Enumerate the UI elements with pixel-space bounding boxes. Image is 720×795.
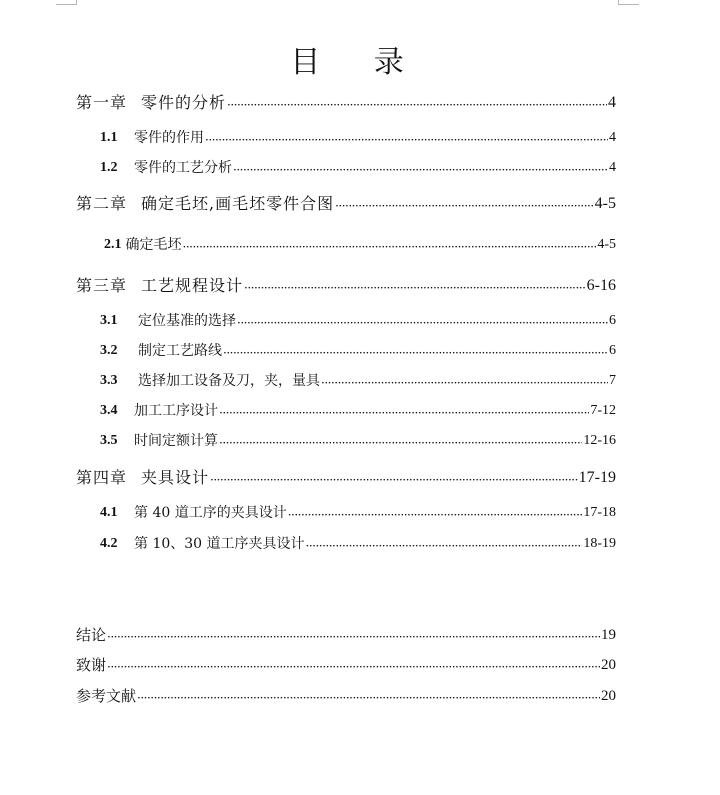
dot-leader (205, 131, 608, 149)
page-corner-mark-right (618, 0, 639, 5)
page-number: 4 (609, 130, 616, 145)
page-number: 7-12 (590, 403, 616, 418)
page-number: 6 (609, 313, 616, 328)
chapter-label: 第一章 (76, 93, 128, 112)
toc-section-3-3[interactable] (100, 370, 616, 392)
page-number: 6 (609, 343, 616, 358)
section-title: 制定工艺路线 (138, 343, 222, 359)
toc-chapter-4[interactable] (76, 467, 616, 489)
toc-section-1-1[interactable] (100, 127, 616, 149)
dot-leader (107, 658, 600, 676)
dot-leader (288, 506, 583, 524)
toc-chapter-1[interactable] (76, 92, 616, 114)
dot-leader (183, 238, 597, 256)
chapter-label: 第二章 (76, 194, 128, 213)
page-number: 7 (609, 373, 616, 388)
section-title: 选择加工设备及刀，夹，量具 (138, 373, 320, 389)
chapter-label: 第三章 (76, 276, 128, 295)
chapter-title: 夹具设计 (141, 468, 210, 487)
dot-leader (237, 314, 608, 332)
toc-section-3-4[interactable] (100, 400, 616, 422)
page-number: 19 (601, 627, 616, 643)
section-title: 零件的工艺分析 (134, 160, 232, 176)
page-number: 4-5 (594, 195, 616, 212)
dot-leader (306, 537, 583, 555)
section-title: 第 40 道工序的夹具设计 (134, 505, 287, 521)
toc-section-4-2[interactable] (100, 533, 616, 555)
chapter-title: 零件的分析 (141, 93, 227, 112)
back-matter-title: 参考文献 (76, 687, 137, 705)
dot-leader (227, 96, 607, 114)
section-number: 4.1 (100, 505, 118, 520)
back-matter-title: 结论 (76, 626, 107, 644)
section-number: 2.1 (104, 237, 122, 252)
dot-leader (335, 197, 594, 215)
toc-section-3-5[interactable] (100, 430, 616, 452)
page-number: 12-16 (583, 433, 616, 448)
section-number: 4.2 (100, 536, 118, 551)
page-number: 4 (608, 94, 616, 111)
section-title: 时间定额计算 (134, 433, 218, 449)
section-title: 定位基准的选择 (138, 313, 236, 329)
toc-section-4-1[interactable] (100, 502, 616, 524)
toc-section-3-2[interactable] (100, 340, 616, 362)
dot-leader (244, 279, 586, 297)
section-title: 第 10、30 道工序夹具设计 (134, 536, 305, 552)
section-title: 加工工序设计 (134, 403, 218, 419)
toc-chapter-2[interactable] (76, 193, 616, 215)
page-corner-mark-left (56, 0, 77, 5)
toc-section-1-2[interactable] (100, 157, 616, 179)
dot-leader (219, 434, 582, 452)
section-number: 3.2 (100, 343, 118, 358)
dot-leader (137, 689, 600, 707)
page-number: 18-19 (583, 536, 616, 551)
page-number: 20 (601, 657, 616, 673)
section-number: 3.1 (100, 313, 118, 328)
toc-back-conclusion[interactable] (76, 624, 616, 646)
toc-chapter-3[interactable] (76, 275, 616, 297)
chapter-title: 确定毛坯,画毛坯零件合图 (141, 194, 335, 213)
dot-leader (219, 404, 589, 422)
page-number: 20 (601, 688, 616, 704)
page-number: 6-16 (586, 277, 616, 294)
dot-leader (233, 161, 608, 179)
page-number: 4-5 (597, 237, 616, 252)
section-title: 确定毛坯 (125, 237, 182, 253)
toc-section-3-1[interactable] (100, 310, 616, 332)
toc-title: 目 录 (290, 45, 426, 80)
chapter-label: 第四章 (76, 468, 128, 487)
toc-back-references[interactable] (76, 685, 616, 707)
section-number: 3.5 (100, 433, 118, 448)
section-number: 1.2 (100, 160, 118, 175)
section-number: 3.3 (100, 373, 118, 388)
section-number: 1.1 (100, 130, 118, 145)
section-title: 零件的作用 (134, 130, 204, 146)
page-number: 4 (609, 160, 616, 175)
chapter-title: 工艺规程设计 (141, 276, 244, 295)
dot-leader (321, 374, 608, 392)
dot-leader (223, 344, 608, 362)
toc-back-acknowledgements[interactable] (76, 654, 616, 676)
dot-leader (210, 471, 578, 489)
dot-leader (107, 628, 600, 646)
page-number: 17-19 (578, 469, 616, 486)
page-number: 17-18 (583, 505, 616, 520)
back-matter-title: 致谢 (76, 656, 107, 674)
section-number: 3.4 (100, 403, 118, 418)
toc-section-2-1[interactable] (104, 234, 616, 256)
